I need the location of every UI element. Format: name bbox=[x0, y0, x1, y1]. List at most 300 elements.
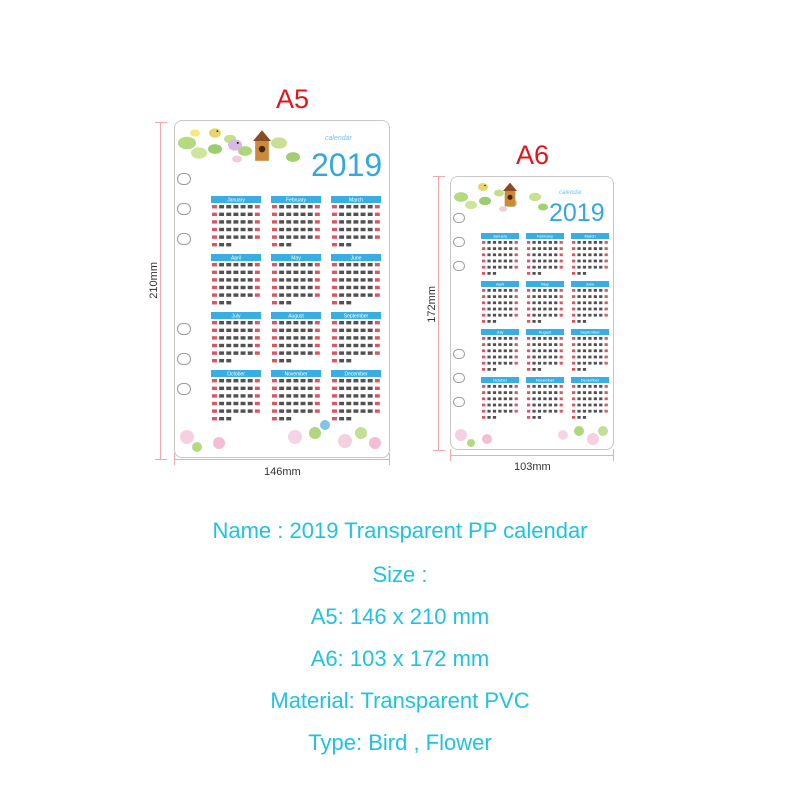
day-cell bbox=[527, 349, 530, 352]
day-cell bbox=[594, 253, 597, 256]
day-cell bbox=[255, 344, 260, 347]
day-cell bbox=[560, 356, 563, 359]
day-cell bbox=[353, 220, 358, 223]
day-cell bbox=[279, 213, 284, 216]
day-cell bbox=[346, 351, 351, 354]
day-cell bbox=[572, 343, 575, 346]
day-cell bbox=[301, 286, 306, 289]
leaf-decoration bbox=[499, 206, 507, 212]
day-cell bbox=[226, 409, 231, 412]
day-cell bbox=[339, 379, 344, 382]
day-cell bbox=[353, 228, 358, 231]
day-cell bbox=[353, 235, 358, 238]
day-cell bbox=[301, 379, 306, 382]
day-cell bbox=[527, 247, 530, 250]
day-cell bbox=[332, 394, 337, 397]
day-cell bbox=[538, 349, 541, 352]
day-cell bbox=[286, 301, 291, 304]
day-cell bbox=[286, 321, 291, 324]
day-cell bbox=[560, 241, 563, 244]
day-cell bbox=[315, 263, 320, 266]
day-cell bbox=[219, 213, 224, 216]
day-cell bbox=[509, 295, 512, 298]
leaf-decoration bbox=[208, 144, 222, 154]
day-cell bbox=[248, 329, 253, 332]
leaf-decoration bbox=[232, 156, 242, 163]
flower-decoration bbox=[309, 427, 321, 439]
day-cell bbox=[272, 336, 277, 339]
day-cell bbox=[301, 402, 306, 405]
a6-width-dimension-tick-right bbox=[613, 449, 614, 461]
day-cell bbox=[487, 289, 490, 292]
day-cell bbox=[233, 402, 238, 405]
day-cell bbox=[226, 293, 231, 296]
day-cell bbox=[308, 351, 313, 354]
day-cell bbox=[241, 351, 246, 354]
day-cell bbox=[226, 359, 231, 362]
flower-decoration bbox=[369, 437, 381, 449]
day-cell bbox=[605, 410, 608, 413]
day-cell bbox=[353, 344, 358, 347]
day-cell bbox=[255, 263, 260, 266]
day-cell bbox=[527, 362, 530, 365]
day-cell bbox=[212, 235, 217, 238]
day-cell bbox=[504, 247, 507, 250]
flower-decoration bbox=[338, 434, 352, 448]
day-cell bbox=[583, 295, 586, 298]
day-cell bbox=[241, 336, 246, 339]
day-cell bbox=[493, 314, 496, 317]
day-cell bbox=[605, 289, 608, 292]
day-cell bbox=[532, 247, 535, 250]
flower-decoration bbox=[558, 430, 568, 440]
day-cell bbox=[498, 356, 501, 359]
day-cell bbox=[554, 349, 557, 352]
flower-decoration bbox=[455, 429, 467, 441]
info-size: Size : bbox=[372, 562, 428, 587]
day-cell bbox=[301, 293, 306, 296]
day-cell bbox=[375, 235, 380, 238]
day-cell bbox=[301, 235, 306, 238]
day-cell bbox=[212, 301, 217, 304]
day-cell bbox=[549, 289, 552, 292]
day-cell bbox=[577, 416, 580, 419]
day-cell bbox=[532, 266, 535, 269]
day-cell bbox=[272, 205, 277, 208]
day-cell bbox=[368, 402, 373, 405]
day-cell bbox=[527, 404, 530, 407]
day-cell bbox=[532, 295, 535, 298]
day-cell bbox=[226, 278, 231, 281]
day-cell bbox=[219, 220, 224, 223]
day-cell bbox=[509, 343, 512, 346]
day-cell bbox=[532, 272, 535, 275]
day-cell bbox=[588, 356, 591, 359]
day-cell bbox=[339, 344, 344, 347]
day-cell bbox=[219, 329, 224, 332]
month-name: November bbox=[284, 371, 308, 378]
day-cell bbox=[588, 397, 591, 400]
day-cell bbox=[212, 417, 217, 420]
day-cell bbox=[504, 385, 507, 388]
day-cell bbox=[487, 349, 490, 352]
day-cell bbox=[588, 343, 591, 346]
day-cell bbox=[361, 235, 366, 238]
day-cell bbox=[577, 391, 580, 394]
day-cell bbox=[487, 301, 490, 304]
day-cell bbox=[272, 417, 277, 420]
day-cell bbox=[272, 243, 277, 246]
leaf-decoration bbox=[178, 137, 196, 150]
day-cell bbox=[255, 213, 260, 216]
day-cell bbox=[308, 235, 313, 238]
day-cell bbox=[272, 228, 277, 231]
day-cell bbox=[487, 272, 490, 275]
day-cell bbox=[527, 260, 530, 263]
day-cell bbox=[577, 410, 580, 413]
day-cell bbox=[219, 263, 224, 266]
day-cell bbox=[577, 289, 580, 292]
day-cell bbox=[577, 308, 580, 311]
day-cell bbox=[219, 228, 224, 231]
day-cell bbox=[577, 404, 580, 407]
day-cell bbox=[226, 263, 231, 266]
day-cell bbox=[493, 241, 496, 244]
day-cell bbox=[255, 394, 260, 397]
day-cell bbox=[577, 272, 580, 275]
day-cell bbox=[493, 253, 496, 256]
day-cell bbox=[286, 213, 291, 216]
day-cell bbox=[599, 343, 602, 346]
day-cell bbox=[353, 271, 358, 274]
day-cell bbox=[332, 336, 337, 339]
day-cell bbox=[605, 349, 608, 352]
day-cell bbox=[339, 417, 344, 420]
day-cell bbox=[509, 397, 512, 400]
day-cell bbox=[583, 362, 586, 365]
day-cell bbox=[272, 402, 277, 405]
day-cell bbox=[212, 278, 217, 281]
day-cell bbox=[487, 260, 490, 263]
day-cell bbox=[583, 260, 586, 263]
day-cell bbox=[241, 329, 246, 332]
day-cell bbox=[212, 271, 217, 274]
day-cell bbox=[375, 278, 380, 281]
day-cell bbox=[554, 362, 557, 365]
day-cell bbox=[248, 213, 253, 216]
day-cell bbox=[353, 379, 358, 382]
day-cell bbox=[279, 351, 284, 354]
day-cell bbox=[493, 308, 496, 311]
day-cell bbox=[226, 243, 231, 246]
day-cell bbox=[605, 362, 608, 365]
day-cell bbox=[554, 289, 557, 292]
day-cell bbox=[549, 343, 552, 346]
day-cell bbox=[293, 205, 298, 208]
day-cell bbox=[368, 336, 373, 339]
flower-decoration bbox=[213, 437, 225, 449]
day-cell bbox=[493, 260, 496, 263]
day-cell bbox=[346, 301, 351, 304]
day-cell bbox=[605, 397, 608, 400]
day-cell bbox=[583, 349, 586, 352]
day-cell bbox=[538, 314, 541, 317]
bird-icon bbox=[478, 183, 488, 191]
day-cell bbox=[339, 220, 344, 223]
a6-width-label: 103mm bbox=[514, 461, 551, 473]
day-cell bbox=[560, 266, 563, 269]
day-cell bbox=[577, 247, 580, 250]
day-cell bbox=[286, 387, 291, 390]
day-cell bbox=[332, 205, 337, 208]
day-cell bbox=[375, 205, 380, 208]
day-cell bbox=[594, 314, 597, 317]
day-cell bbox=[219, 301, 224, 304]
day-cell bbox=[219, 243, 224, 246]
day-cell bbox=[515, 266, 518, 269]
day-cell bbox=[332, 243, 337, 246]
day-cell bbox=[599, 289, 602, 292]
day-cell bbox=[353, 409, 358, 412]
day-cell bbox=[543, 404, 546, 407]
day-cell bbox=[339, 336, 344, 339]
day-cell bbox=[368, 329, 373, 332]
day-cell bbox=[353, 263, 358, 266]
day-cell bbox=[315, 205, 320, 208]
a5-width-label: 146mm bbox=[264, 466, 301, 478]
day-cell bbox=[315, 220, 320, 223]
day-cell bbox=[226, 235, 231, 238]
day-cell bbox=[527, 343, 530, 346]
day-cell bbox=[241, 235, 246, 238]
day-cell bbox=[509, 301, 512, 304]
day-cell bbox=[272, 359, 277, 362]
day-cell bbox=[487, 253, 490, 256]
day-cell bbox=[308, 336, 313, 339]
leaf-decoration bbox=[465, 201, 477, 209]
a5-height-dimension-tick-bottom bbox=[155, 459, 167, 460]
day-cell bbox=[226, 228, 231, 231]
leaf-decoration bbox=[286, 152, 300, 162]
day-cell bbox=[572, 308, 575, 311]
day-cell bbox=[241, 220, 246, 223]
day-cell bbox=[255, 205, 260, 208]
flower-decoration bbox=[587, 433, 599, 445]
day-cell bbox=[308, 278, 313, 281]
bird-icon bbox=[209, 128, 221, 138]
day-cell bbox=[515, 391, 518, 394]
day-cell bbox=[509, 260, 512, 263]
day-cell bbox=[538, 272, 541, 275]
day-cell bbox=[315, 278, 320, 281]
day-cell bbox=[554, 295, 557, 298]
day-cell bbox=[543, 308, 546, 311]
day-cell bbox=[583, 356, 586, 359]
day-cell bbox=[577, 266, 580, 269]
day-cell bbox=[487, 314, 490, 317]
day-cell bbox=[554, 314, 557, 317]
day-cell bbox=[599, 362, 602, 365]
day-cell bbox=[498, 295, 501, 298]
a5-height-label: 210mm bbox=[148, 262, 160, 299]
day-cell bbox=[248, 336, 253, 339]
day-cell bbox=[605, 337, 608, 340]
day-cell bbox=[212, 402, 217, 405]
day-cell bbox=[538, 416, 541, 419]
day-cell bbox=[554, 410, 557, 413]
day-cell bbox=[293, 387, 298, 390]
day-cell bbox=[504, 289, 507, 292]
day-cell bbox=[272, 329, 277, 332]
day-cell bbox=[233, 286, 238, 289]
day-cell bbox=[538, 337, 541, 340]
day-cell bbox=[346, 205, 351, 208]
day-cell bbox=[301, 387, 306, 390]
day-cell bbox=[279, 263, 284, 266]
day-cell bbox=[315, 235, 320, 238]
day-cell bbox=[482, 241, 485, 244]
day-cell bbox=[572, 397, 575, 400]
day-cell bbox=[255, 351, 260, 354]
day-cell bbox=[527, 289, 530, 292]
day-cell bbox=[233, 321, 238, 324]
day-cell bbox=[212, 387, 217, 390]
month-name: September bbox=[343, 313, 369, 320]
day-cell bbox=[572, 320, 575, 323]
day-cell bbox=[346, 263, 351, 266]
day-cell bbox=[339, 402, 344, 405]
day-cell bbox=[361, 379, 366, 382]
day-cell bbox=[572, 356, 575, 359]
day-cell bbox=[482, 337, 485, 340]
day-cell bbox=[368, 344, 373, 347]
day-cell bbox=[599, 247, 602, 250]
day-cell bbox=[226, 379, 231, 382]
day-cell bbox=[332, 387, 337, 390]
day-cell bbox=[527, 368, 530, 371]
day-cell bbox=[572, 266, 575, 269]
day-cell bbox=[527, 416, 530, 419]
day-cell bbox=[346, 359, 351, 362]
day-cell bbox=[339, 271, 344, 274]
day-cell bbox=[346, 409, 351, 412]
day-cell bbox=[588, 362, 591, 365]
day-cell bbox=[599, 337, 602, 340]
day-cell bbox=[482, 416, 485, 419]
day-cell bbox=[554, 253, 557, 256]
day-cell bbox=[538, 241, 541, 244]
day-cell bbox=[308, 409, 313, 412]
day-cell bbox=[301, 271, 306, 274]
day-cell bbox=[515, 295, 518, 298]
day-cell bbox=[293, 220, 298, 223]
day-cell bbox=[308, 379, 313, 382]
month-name: June bbox=[585, 281, 595, 287]
day-cell bbox=[482, 247, 485, 250]
day-cell bbox=[226, 220, 231, 223]
day-cell bbox=[339, 293, 344, 296]
day-cell bbox=[308, 213, 313, 216]
day-cell bbox=[493, 404, 496, 407]
day-cell bbox=[543, 295, 546, 298]
day-cell bbox=[605, 260, 608, 263]
day-cell bbox=[286, 329, 291, 332]
day-cell bbox=[538, 385, 541, 388]
day-cell bbox=[532, 410, 535, 413]
day-cell bbox=[346, 278, 351, 281]
day-cell bbox=[605, 253, 608, 256]
day-cell bbox=[560, 247, 563, 250]
day-cell bbox=[549, 253, 552, 256]
flower-decoration bbox=[482, 434, 492, 444]
day-cell bbox=[482, 356, 485, 359]
day-cell bbox=[301, 336, 306, 339]
day-cell bbox=[241, 394, 246, 397]
day-cell bbox=[293, 228, 298, 231]
day-cell bbox=[361, 205, 366, 208]
day-cell bbox=[583, 272, 586, 275]
day-cell bbox=[493, 349, 496, 352]
day-cell bbox=[515, 247, 518, 250]
day-cell bbox=[588, 349, 591, 352]
day-cell bbox=[353, 329, 358, 332]
day-cell bbox=[248, 205, 253, 208]
day-cell bbox=[368, 387, 373, 390]
month-name: January bbox=[227, 197, 245, 204]
day-cell bbox=[279, 394, 284, 397]
day-cell bbox=[504, 362, 507, 365]
a6-height-dimension-tick-top bbox=[433, 176, 445, 177]
day-cell bbox=[572, 295, 575, 298]
day-cell bbox=[554, 247, 557, 250]
day-cell bbox=[279, 243, 284, 246]
day-cell bbox=[599, 404, 602, 407]
day-cell bbox=[346, 213, 351, 216]
day-cell bbox=[248, 344, 253, 347]
day-cell bbox=[538, 410, 541, 413]
day-cell bbox=[493, 266, 496, 269]
day-cell bbox=[308, 394, 313, 397]
day-cell bbox=[515, 337, 518, 340]
day-cell bbox=[583, 266, 586, 269]
day-cell bbox=[594, 343, 597, 346]
day-cell bbox=[339, 235, 344, 238]
day-cell bbox=[361, 213, 366, 216]
day-cell bbox=[498, 301, 501, 304]
day-cell bbox=[588, 391, 591, 394]
day-cell bbox=[498, 308, 501, 311]
flower-decoration bbox=[467, 439, 475, 447]
day-cell bbox=[482, 343, 485, 346]
day-cell bbox=[543, 247, 546, 250]
day-cell bbox=[293, 351, 298, 354]
day-cell bbox=[248, 387, 253, 390]
day-cell bbox=[241, 344, 246, 347]
day-cell bbox=[560, 362, 563, 365]
leaf-decoration bbox=[271, 137, 287, 148]
day-cell bbox=[301, 263, 306, 266]
day-cell bbox=[375, 263, 380, 266]
day-cell bbox=[482, 289, 485, 292]
day-cell bbox=[487, 266, 490, 269]
day-cell bbox=[212, 243, 217, 246]
day-cell bbox=[219, 359, 224, 362]
day-cell bbox=[509, 362, 512, 365]
day-cell bbox=[487, 337, 490, 340]
day-cell bbox=[538, 247, 541, 250]
day-cell bbox=[509, 241, 512, 244]
day-cell bbox=[255, 235, 260, 238]
